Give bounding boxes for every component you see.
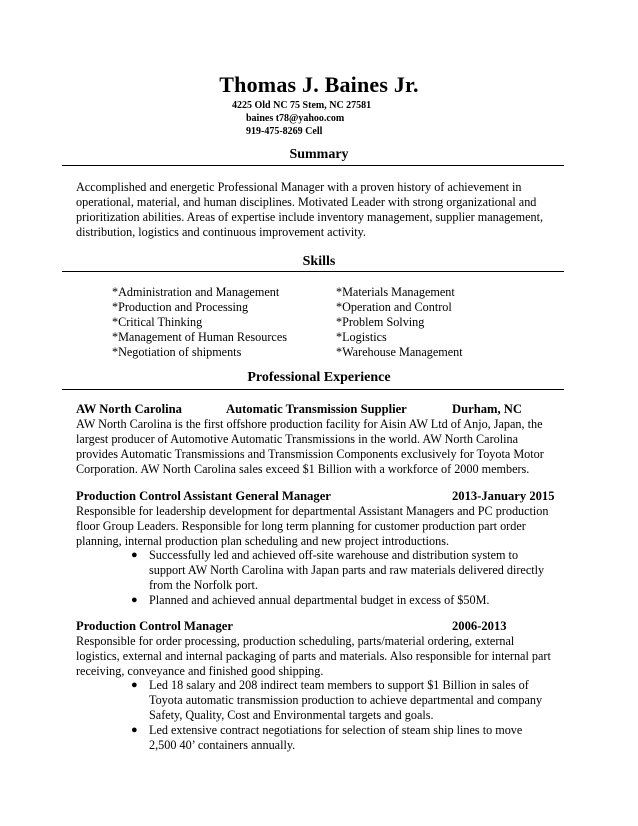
- company-line: Corporation. AW North Carolina sales exceed $1 Billion with a workforce of 2000 members.: [76, 462, 530, 476]
- skills-heading: Skills: [302, 254, 336, 269]
- bullet-line: Led 18 salary and 208 indirect team members to support $1 Billion in sales of: [149, 678, 529, 692]
- job-bullets: [131, 678, 551, 753]
- job-line: planning, internal production plan scheduling and new project introductions.: [76, 534, 449, 548]
- skill-item: *Operation and Control: [336, 300, 452, 314]
- skill-item: *Administration and Management: [112, 285, 280, 299]
- skills-divider: [62, 271, 564, 272]
- skill-item: *Warehouse Management: [336, 345, 463, 359]
- bullet-line: Led extensive contract negotiations for selection of steam ship lines to move: [149, 723, 523, 737]
- skill-item: *Problem Solving: [336, 315, 425, 329]
- summary-line: prioritization abilities. Areas of expertise include inventory management, supplier management,: [76, 210, 544, 224]
- bullet-line: Toyota automatic transmission production to achieve departmental and company: [149, 693, 543, 707]
- job-description: [76, 634, 563, 679]
- job-dates: 2006-2013: [452, 619, 507, 633]
- bullet-line: Safety, Quality, Cost and Environmental targets and goals.: [149, 708, 434, 722]
- skill-item: *Management of Human Resources: [112, 330, 287, 344]
- bullet-item: [131, 678, 551, 723]
- job-line: logistics, external and internal packaging of parts and materials. Also responsible for internal part: [76, 649, 551, 663]
- bullet-icon: ●: [131, 679, 138, 691]
- job-description: [76, 504, 563, 549]
- company-line: provides Automatic Transmissions and Transmission Components exclusively for Toyota Motor: [76, 447, 544, 461]
- job-line: Responsible for leadership development for departmental Assistant Managers and PC production: [76, 504, 549, 518]
- summary-line: operational, material, and human disciplines. Motivated Leader with strong organizational and: [76, 195, 537, 209]
- summary-line: Accomplished and energetic Professional Manager with a proven history of achievement in: [76, 180, 522, 194]
- job-bullets: [131, 548, 551, 608]
- summary-heading: Summary: [289, 147, 349, 162]
- bullet-line: Successfully led and achieved off-site warehouse and distribution system to: [149, 548, 519, 562]
- company-line: AW North Carolina is the first offshore production facility for Aisin AW Ltd of Anjo, Japan, the: [76, 417, 543, 431]
- job-line: floor Group Leaders. Responsible for long term planning for customer production part order: [76, 519, 526, 533]
- bullet-item: [131, 593, 551, 608]
- contact-address: 4225 Old NC 75 Stem, NC 27581: [232, 100, 372, 111]
- skill-item: *Production and Processing: [112, 300, 249, 314]
- company-division: Automatic Transmission Supplier: [226, 402, 407, 416]
- job-line: receiving, conveyance and finished good shipping.: [76, 664, 324, 678]
- summary-divider: [62, 165, 564, 166]
- summary-text: [76, 180, 563, 240]
- applicant-name: Thomas J. Baines Jr.: [219, 72, 419, 97]
- company-name: AW North Carolina: [76, 402, 182, 416]
- skills-left-column: [112, 285, 287, 360]
- skill-item: *Materials Management: [336, 285, 455, 299]
- contact-phone: 919-475-8269 Cell: [246, 126, 323, 137]
- bullet-line: support AW North Carolina with Japan parts and raw materials delivered directly: [149, 563, 545, 577]
- summary-line: distribution, logistics and continuous improvement activity.: [76, 225, 366, 239]
- skill-item: *Negotiation of shipments: [112, 345, 242, 359]
- bullet-icon: ●: [131, 594, 138, 606]
- skill-item: *Critical Thinking: [112, 315, 203, 329]
- contact-email: baines t78@yahoo.com: [246, 113, 345, 124]
- bullet-line: from the Norfolk port.: [149, 578, 258, 592]
- job-dates: 2013-January 2015: [452, 489, 555, 503]
- job-title: Production Control Assistant General Manager: [76, 489, 331, 503]
- job-line: Responsible for order processing, production scheduling, parts/material ordering, external: [76, 634, 515, 648]
- bullet-icon: ●: [131, 549, 138, 561]
- job-title: Production Control Manager: [76, 619, 233, 633]
- company-description: [76, 417, 563, 477]
- experience-heading: Professional Experience: [247, 370, 391, 385]
- skill-item: *Logistics: [336, 330, 387, 344]
- bullet-item: [131, 723, 551, 753]
- bullet-line: 2,500 40’ containers annually.: [149, 738, 296, 752]
- skills-right-column: [336, 285, 463, 360]
- bullet-line: Planned and achieved annual departmental budget in excess of $50M.: [149, 593, 490, 607]
- bullet-item: [131, 548, 551, 593]
- bullet-icon: ●: [131, 724, 138, 736]
- experience-divider: [62, 389, 564, 390]
- company-location: Durham, NC: [452, 402, 522, 416]
- company-line: largest producer of Automotive Automatic Transmissions in the world. AW North Carolina: [76, 432, 519, 446]
